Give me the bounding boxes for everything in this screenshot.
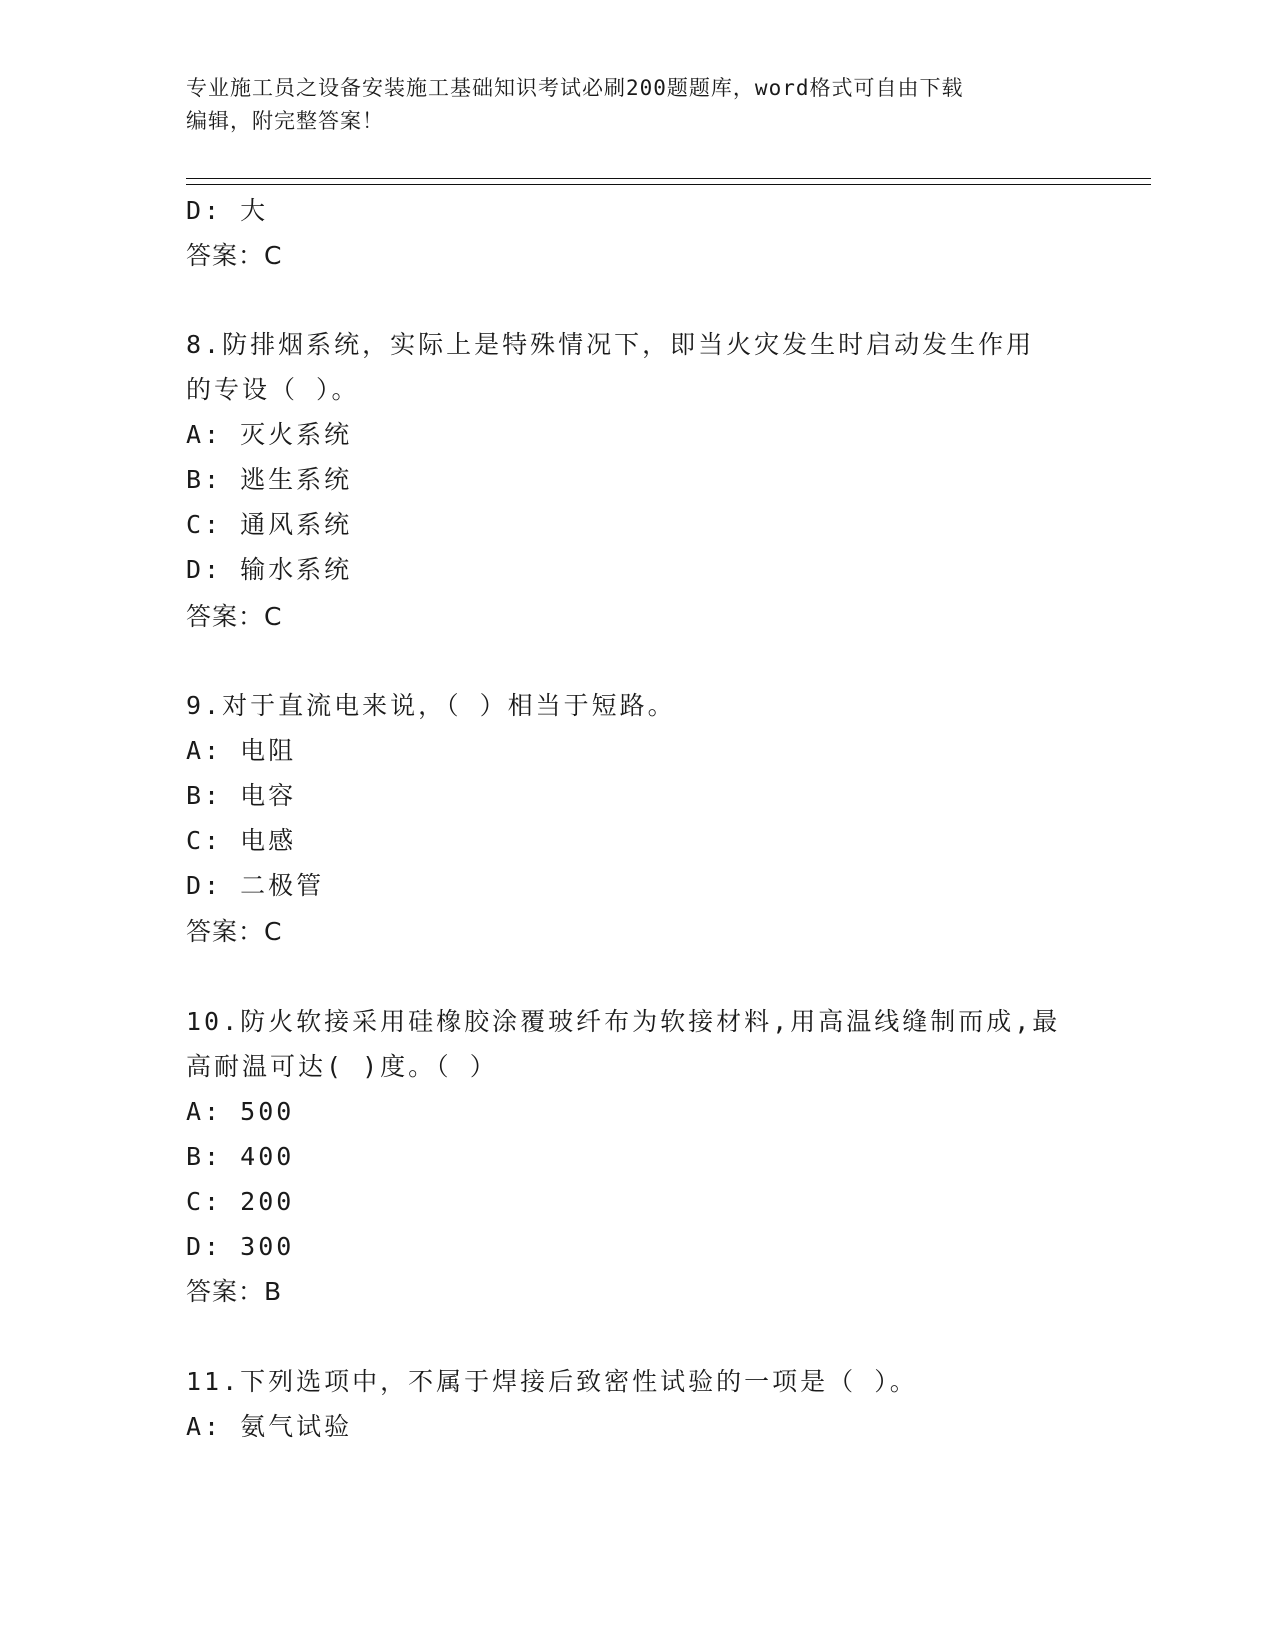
q8-answer: 答案：C bbox=[186, 602, 283, 631]
header-line-2: 编辑，附完整答案！ bbox=[186, 109, 384, 133]
q8-stem-line-1: 8.防排烟系统，实际上是特殊情况下，即当火灾发生时启动发生作用 bbox=[186, 330, 1035, 359]
header-line-1: 专业施工员之设备安装施工基础知识考试必刷200题题库，word格式可自由下载 bbox=[186, 76, 964, 100]
q9-option-c: C: 电感 bbox=[186, 826, 297, 855]
q11-stem-line-1: 11.下列选项中，不属于焊接后致密性试验的一项是（ ）。 bbox=[186, 1367, 918, 1396]
q9-option-d: D: 二极管 bbox=[186, 871, 325, 900]
q8-option-b: B: 逃生系统 bbox=[186, 465, 353, 494]
q10-option-c: C: 200 bbox=[186, 1187, 295, 1216]
document-header bbox=[186, 72, 1086, 138]
q10-stem-line-2: 高耐温可达( )度。（ ） bbox=[186, 1052, 498, 1081]
q10-option-b: B: 400 bbox=[186, 1142, 295, 1171]
q10-option-d: D: 300 bbox=[186, 1232, 295, 1261]
q10-answer: 答案：B bbox=[186, 1277, 283, 1306]
q10-stem-line-1: 10.防火软接采用硅橡胶涂覆玻纤布为软接材料,用高温线缝制而成,最 bbox=[186, 1007, 1061, 1036]
q10-option-a: A: 500 bbox=[186, 1097, 295, 1126]
q9-stem-line-1: 9.对于直流电来说，（ ）相当于短路。 bbox=[186, 691, 676, 720]
q8-option-a: A: 灭火系统 bbox=[186, 420, 353, 449]
q8-option-d: D: 输水系统 bbox=[186, 555, 353, 584]
prev-answer: 答案：C bbox=[186, 241, 283, 270]
q9-option-a: A: 电阻 bbox=[186, 736, 297, 765]
header-divider-bottom bbox=[186, 184, 1151, 185]
header-divider-top bbox=[186, 178, 1151, 179]
q8-option-c: C: 通风系统 bbox=[186, 510, 353, 539]
q11-option-a: A: 氨气试验 bbox=[186, 1412, 353, 1441]
prev-option-d: D: 大 bbox=[186, 196, 269, 225]
q9-option-b: B: 电容 bbox=[186, 781, 297, 810]
q9-answer: 答案：C bbox=[186, 917, 283, 946]
q8-stem-line-2: 的专设（ ）。 bbox=[186, 375, 360, 404]
